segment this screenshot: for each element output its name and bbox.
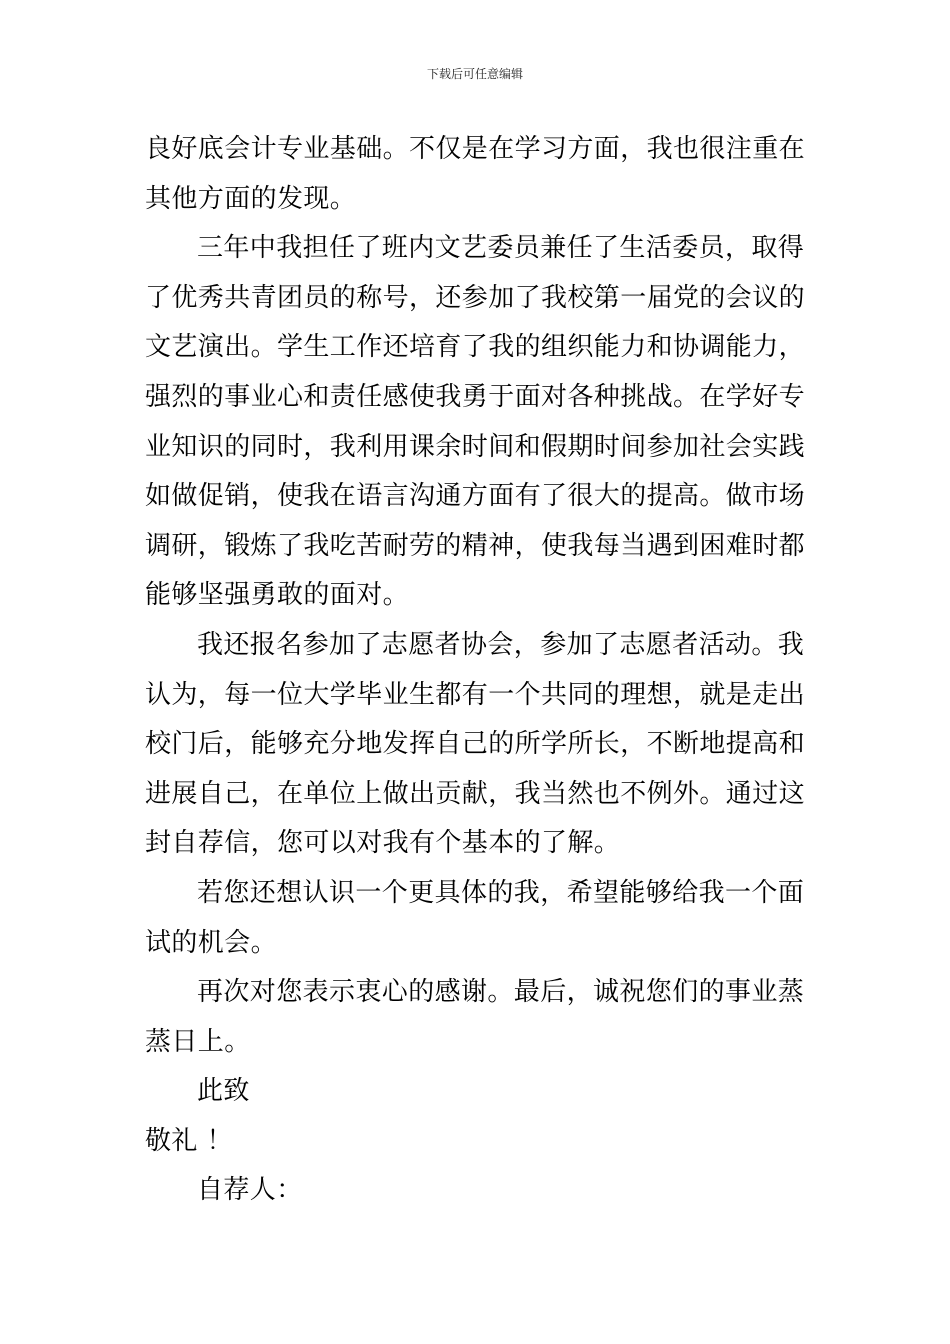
text-line: 认为，每一位大学毕业生都有一个共同的理想，就是走出: [145, 679, 806, 710]
text-line: 三年中我担任了班内文艺委员兼任了生活委员，取得: [197, 233, 805, 264]
letter-body: [145, 125, 810, 1216]
closing-salutation: 此致: [197, 1076, 250, 1107]
text-line: 试的机会。: [145, 927, 278, 958]
closing-regards: 敬礼 ！: [145, 1125, 233, 1156]
text-line: 文艺演出。学生工作还培育了我的组织能力和协调能力，: [145, 332, 806, 363]
text-line: 强烈的事业心和责任感使我勇于面对各种挑战。在学好专: [145, 381, 806, 412]
text-line: 我还报名参加了志愿者协会，参加了志愿者活动。我: [197, 629, 805, 660]
text-line: 良好底会计专业基础。不仅是在学习方面，我也很注重在: [145, 134, 806, 164]
text-line: 蒸日上。: [145, 1026, 251, 1057]
signature-label: 自荐人：: [197, 1175, 303, 1206]
page-header-note: 下载后可任意编辑: [426, 67, 523, 81]
text-line: 了优秀共青团员的称号，还参加了我校第一届党的会议的: [145, 282, 806, 313]
text-line: 其他方面的发现。: [145, 183, 357, 214]
text-line: 进展自己，在单位上做出贡献，我当然也不例外。通过这: [145, 778, 806, 809]
text-line: 封自荐信，您可以对我有个基本的了解。: [145, 828, 621, 859]
text-line: 校门后，能够充分地发挥自己的所学所长，不断地提高和: [145, 729, 806, 760]
text-line: 调研，锻炼了我吃苦耐劳的精神，使我每当遇到困难时都: [145, 530, 806, 561]
text-line: 能够坚强勇敢的面对。: [145, 580, 410, 611]
text-line: 业知识的同时，我利用课余时间和假期时间参加社会实践: [145, 431, 806, 462]
text-line: 如做促销，使我在语言沟通方面有了很大的提高。做市场: [145, 481, 806, 512]
text-line: 若您还想认识一个更具体的我，希望能够给我一个面: [197, 877, 805, 908]
text-line: 再次对您表示衷心的感谢。最后，诚祝您们的事业蒸: [197, 977, 805, 1008]
